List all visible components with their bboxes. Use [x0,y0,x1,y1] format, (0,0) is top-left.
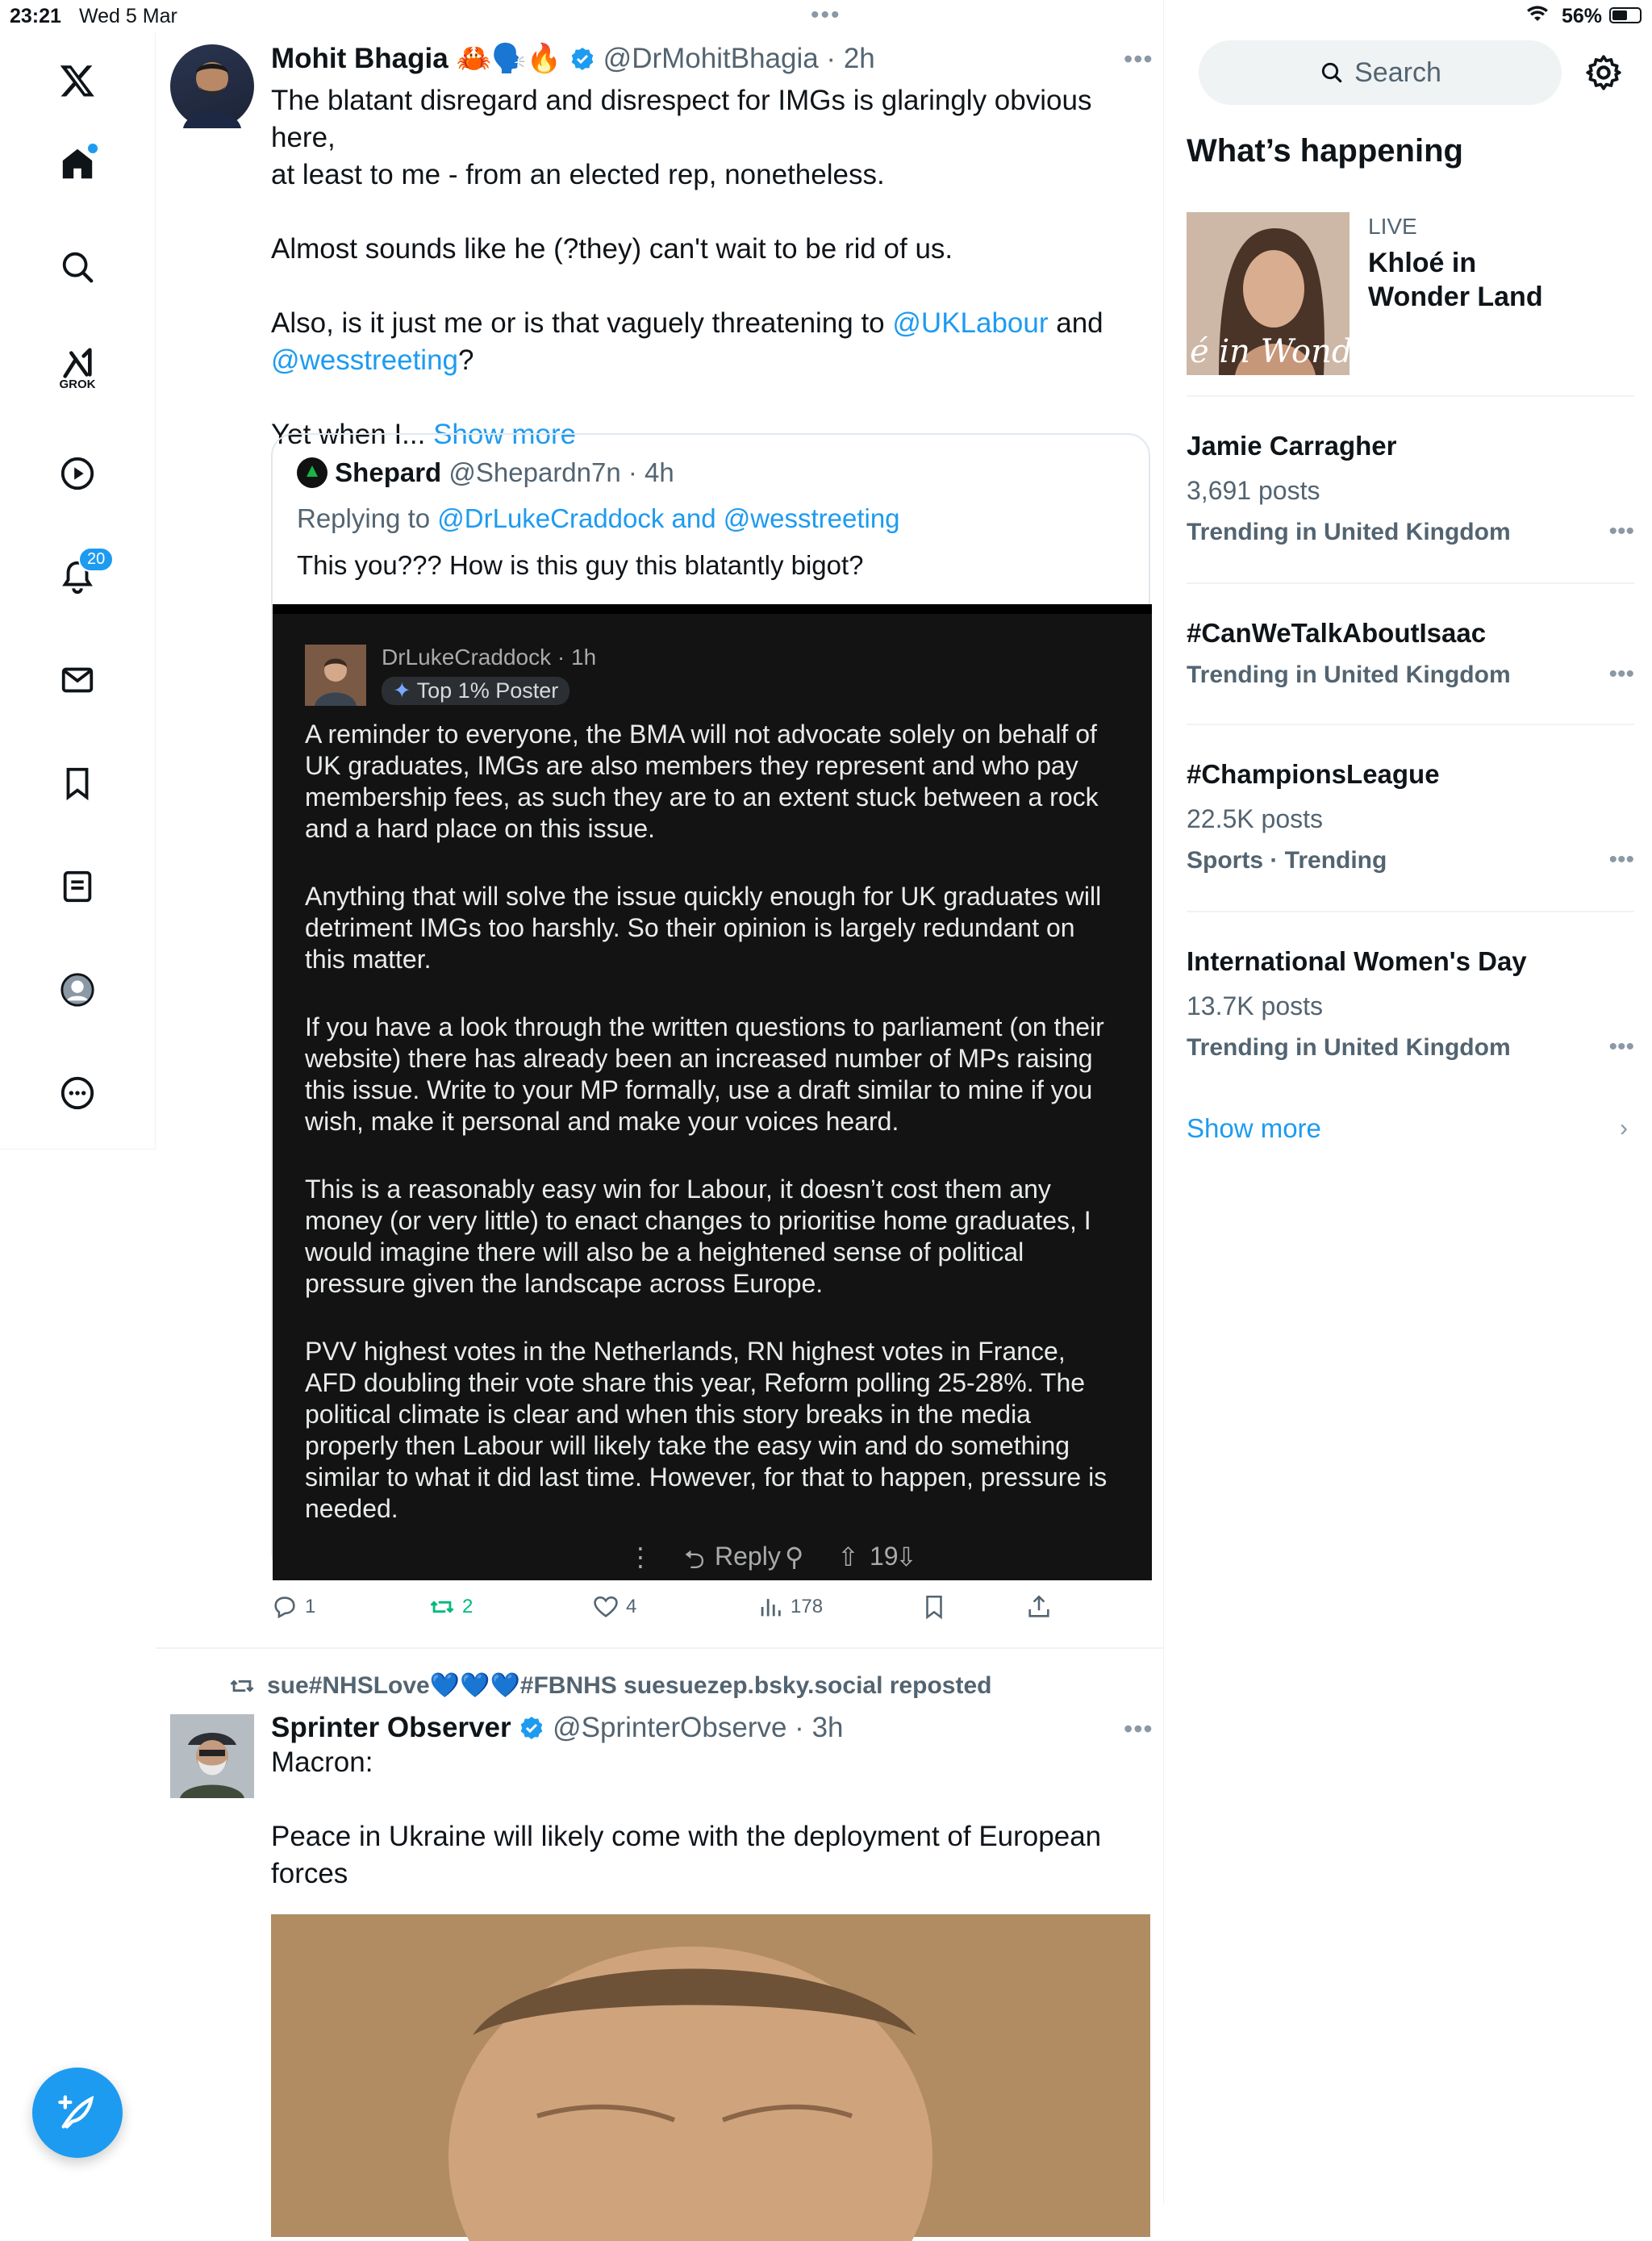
reply-button[interactable] [271,1593,315,1621]
status-time: 23:21 [10,5,61,27]
trend-name: International Women's Day [1187,946,1527,976]
live-label: LIVE [1368,214,1417,239]
quoted-tweet[interactable] [271,433,1150,1575]
tweet-time[interactable]: 3h [811,1712,844,1743]
reddit-award-icon: ⚲ [785,1542,804,1571]
reddit-flair: ✦ Top 1% Poster [382,677,569,705]
avatar[interactable] [170,1714,254,1798]
quote-author-handle: @Shepardn7n [448,457,621,487]
heart-icon [592,1593,620,1621]
tweet-header: Sprinter Observer @SprinterObserve · 3h [271,1712,844,1743]
tweet-time[interactable]: 2h [843,43,875,74]
reposted-by: sue#NHSLove💙💙💙#FBNHS suesuezep.bsky.social reposted [267,1672,992,1699]
quote-image-reddit-screenshot[interactable] [273,604,1152,1580]
grok-label: GROK [59,378,96,391]
nav-lists[interactable] [49,858,106,915]
trend-more-icon[interactable]: ••• [1608,1033,1634,1060]
trend-item[interactable] [1187,724,1634,911]
author-name[interactable]: Sprinter Observer [271,1712,511,1743]
trend-posts: 22.5K posts [1187,804,1323,833]
trend-context: Trending in United Kingdom [1187,661,1511,688]
quote-header: Shepard @Shepardn7n · 4h [297,457,674,488]
trend-item[interactable] [1187,911,1634,1098]
chevron-right-icon: › [1620,1115,1628,1141]
tweet-more-icon[interactable]: ••• [1124,1714,1153,1743]
quote-replying-to: Replying to @DrLukeCraddock and @wesstreeting [297,503,900,533]
tweet-actions [271,1593,1118,1625]
repost-button[interactable] [428,1593,473,1621]
multitasking-dots-icon[interactable]: ••• [811,2,841,28]
trend-name: #ChampionsLeague [1187,759,1440,789]
trend-context: Trending in United Kingdom [1187,1034,1511,1061]
wifi-icon [1526,3,1549,28]
repost-attribution[interactable] [228,1671,991,1700]
list-icon [59,868,96,905]
quote-time: 4h [645,457,674,487]
whats-happening-title: What’s happening [1187,133,1463,169]
battery-icon [1609,7,1642,23]
compose-post-button[interactable] [32,2068,123,2158]
status-date: Wed 5 Mar [79,5,177,27]
live-image-text: é in Wonder l [1190,333,1408,370]
trend-posts: 13.7K posts [1187,991,1323,1020]
reply-count: 1 [305,1596,316,1617]
nav-profile[interactable] [49,962,106,1018]
quote-text: This you??? How is this guy this blatantly bigot? [297,550,864,580]
reddit-username: DrLukeCraddock · 1h [382,645,597,670]
author-handle[interactable]: @SprinterObserve [553,1712,787,1743]
reply-icon [271,1593,298,1621]
flair-icon: ✦ [393,678,411,703]
views-button[interactable] [757,1593,823,1621]
feather-plus-icon [56,2092,98,2134]
search-placeholder: Search [1354,56,1441,88]
nav-grok[interactable] [49,342,106,399]
repost-icon [428,1593,456,1621]
reddit-upvote-icon: ⇧ [837,1542,859,1571]
battery-percent: 56% [1562,5,1603,27]
show-more-link[interactable]: Show more [433,419,577,450]
mail-icon [59,661,96,699]
search-icon [59,248,96,286]
timeline [156,0,1164,2204]
verified-badge-icon [569,46,595,72]
nav-more[interactable] [49,1065,106,1121]
search-icon [1319,60,1345,86]
trend-posts: 3,691 posts [1187,476,1320,505]
nav-videos[interactable] [49,445,106,502]
play-circle-icon [59,455,96,492]
more-circle-icon [59,1075,96,1112]
nav-home[interactable] [49,136,106,192]
reddit-more-icon: ⋮ [628,1542,653,1571]
trend-more-icon[interactable]: ••• [1608,661,1634,687]
trend-context: Trending in United Kingdom [1187,519,1511,545]
show-more-trends-link[interactable]: Show more [1187,1113,1321,1143]
author-handle[interactable]: @DrMohitBhagia [603,43,819,74]
author-name[interactable]: Mohit Bhagia [271,43,448,74]
tweet-header: Mohit Bhagia 🦀🗣️🔥 @DrMohitBhagia · 2h [271,43,875,74]
live-title: Khloé in Wonder Land [1368,248,1543,312]
bookmark-icon [920,1593,948,1621]
tweet-body: Macron: Peace in Ukraine will likely come with the deployment of European forces [271,1746,1102,1889]
nav-notifications[interactable] [49,549,106,605]
trend-context: Sports · Trending [1187,847,1387,874]
reddit-actions [273,1542,1152,1582]
left-nav [0,32,156,1150]
reddit-vote-count: 19 [870,1542,899,1571]
share-icon [1025,1593,1053,1621]
mention-uklabour[interactable]: @UKLabour [892,307,1049,339]
repost-count: 2 [462,1596,473,1617]
share-button[interactable] [1025,1593,1053,1621]
trend-name: Jamie Carragher [1187,431,1397,461]
x-logo-icon[interactable] [49,52,106,109]
gear-icon[interactable] [1583,52,1624,93]
tweet-media-image[interactable] [271,1914,1150,2237]
bookmark-icon [59,765,96,802]
tweet-body: The blatant disregard and disrespect for IMGs is glaringly obvious here, at least to me - from an elected rep, nonetheless. Almost sounds like he (?they) can't wait to be rid of us. Also, is it just me or is that vaguely threatening to @UKLabour and @wesstreeting? Yet when I... Show more [271,85,1103,450]
trend-more-icon[interactable]: ••• [1608,846,1634,873]
avatar[interactable] [170,44,254,128]
quote-avatar [297,457,327,488]
reddit-reply-icon: ⮌ [684,1545,705,1574]
nav-bookmarks[interactable] [49,755,106,812]
repost-icon [228,1672,256,1700]
mention-wesstreeting[interactable]: @wesstreeting [271,344,459,376]
trend-more-icon[interactable]: ••• [1608,518,1634,545]
reddit-avatar [305,645,366,706]
verified-badge-icon [519,1715,544,1741]
search-input[interactable] [1199,40,1562,105]
notifications-badge: 20 [78,547,114,572]
tweet-divider [156,1647,1164,1649]
like-button[interactable] [592,1593,636,1621]
right-sidebar [1164,32,1652,2204]
nav-messages[interactable] [49,652,106,708]
reddit-comment-body: A reminder to everyone, the BMA will not advocate solely on behalf of UK graduates, IMGs are also members they represent and who pay membership fees, as such they are to an extent stuck between a rock and a hard place on this issue. Anything that will solve the issue quickly enough for UK graduates will detriment IMGs too harshly. So their opinion is largely redundant on this matter. If you have a look through the written questions to parliament (on their website) there has already been an increased number of MPs raising this issue. Write to your MP formally, use a draft similar to mine if you wish, make it personal and make your voices heard. This is a reasonably easy win for Labour, it doesn’t cost them any money (or very little) to enact changes to prioritise home graduates, I would imagine there will also be a heightened sense of political pressure given the landscape across Europe. PVV highest votes in the Netherlands, RN highest votes in France, AFD doubling their vote share this year, Reform polling 25-28%. The political climate is clear and when this story breaks in the media properly then Labour will likely take the easy win and do something similar to what it did last time. However, for that to happen, pressure is needed. [305,720,1108,1523]
reddit-downvote-icon: ⇩ [895,1542,917,1571]
trend-item[interactable] [1187,582,1634,724]
views-icon [757,1593,784,1621]
tweet-more-icon[interactable]: ••• [1124,44,1153,73]
quote-replying-mentions[interactable]: @DrLukeCraddock and @wesstreeting [437,503,900,533]
profile-avatar-icon [59,971,96,1008]
bookmark-button[interactable] [920,1593,948,1621]
views-count: 178 [791,1596,824,1617]
quote-author-name: Shepard [335,457,442,487]
home-notification-dot [88,144,98,153]
like-count: 4 [626,1596,637,1617]
reddit-reply-label: Reply [715,1542,781,1571]
nav-search[interactable] [49,239,106,295]
trend-name: #CanWeTalkAboutIsaac [1187,618,1487,648]
author-emojis: 🦀🗣️🔥 [456,43,562,74]
trend-item[interactable] [1187,395,1634,582]
